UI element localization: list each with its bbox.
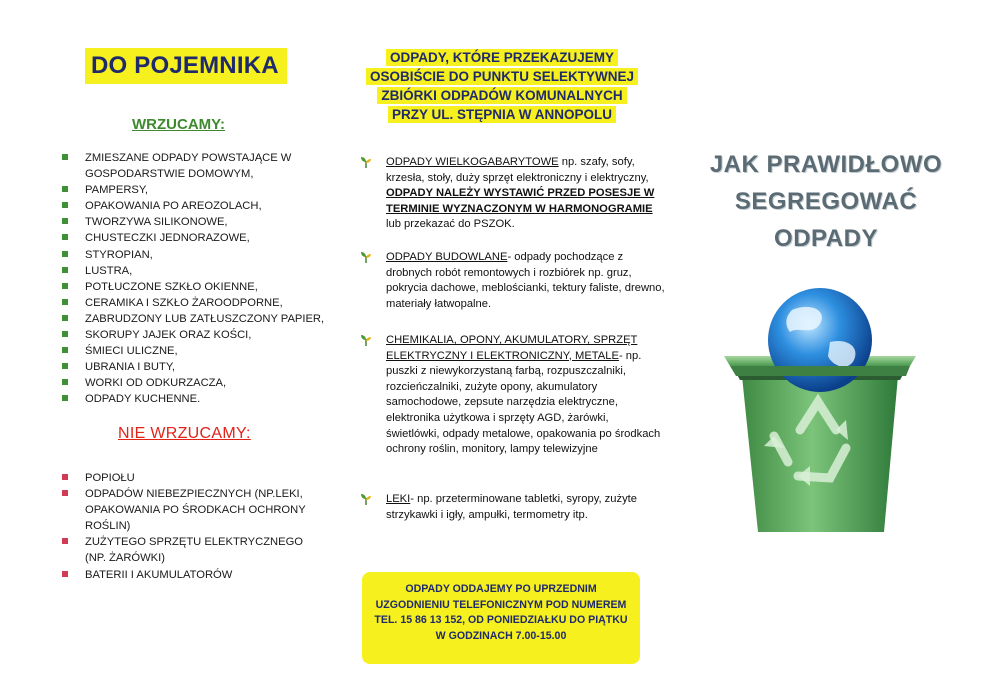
green-square-bullet-icon [62, 363, 68, 369]
construction-waste-term: ODPADY BUDOWLANE [386, 251, 508, 263]
info-line-2: UZGODNIENIU TELEFONICZNYM POD NUMEREM [375, 598, 627, 611]
do-not-throw-list [60, 470, 325, 583]
title-line-2: SEGREGOWAĆ [734, 188, 918, 215]
entry-medicines [360, 492, 665, 523]
list-item-text: ZABRUDZONY LUB ZATŁUSZCZONY PAPIER, [85, 312, 325, 325]
list-item-text: UBRANIA I BUTY, [85, 361, 175, 374]
list-item-text: ŚMIECI ULICZNE, [85, 345, 178, 358]
title-line-3: ODPADY [774, 225, 878, 252]
leaf-sprout-icon [360, 156, 372, 168]
brochure-title [660, 146, 992, 257]
left-panel [0, 0, 330, 697]
right-panel [660, 0, 992, 697]
red-square-bullet-icon [62, 538, 68, 544]
list-item-text: PAMPERSY, [85, 184, 149, 197]
list-item [60, 247, 330, 263]
list-item [60, 182, 330, 198]
list-item-text: STYROPIAN, [85, 248, 153, 261]
list-item [60, 486, 325, 534]
list-item-text: OPAKOWANIA PO AREOZOLACH, [85, 200, 262, 213]
list-item [60, 534, 325, 566]
list-item [60, 230, 330, 246]
list-item [60, 214, 330, 230]
info-line-4: W GODZINACH 7.00-15.00 [435, 629, 567, 642]
list-item [60, 327, 330, 343]
bulky-waste-text-2: lub przekazać do PSZOK. [386, 218, 515, 231]
red-square-bullet-icon [62, 571, 68, 577]
list-item [60, 391, 330, 407]
entry-hazardous-waste [360, 333, 665, 458]
list-item-text: CERAMIKA I SZKŁO ŻAROODPORNE, [85, 296, 283, 309]
list-item [60, 198, 330, 214]
leaf-sprout-icon [360, 334, 372, 346]
title-line-1: JAK PRAWIDŁOWO [709, 151, 943, 178]
medicines-term: LEKI [386, 493, 411, 505]
list-item [60, 375, 330, 391]
bulky-waste-text: np. szafy, sofy, krzesła, stoły, duży sprzęt elektroniczny i elektryczny, [386, 156, 649, 184]
phone-info-box [362, 572, 640, 664]
list-item [60, 263, 330, 279]
list-item-text: POTŁUCZONE SZKŁO OKIENNE, [85, 280, 258, 293]
list-item-text: WORKI OD ODKURZACZA, [85, 377, 227, 390]
green-square-bullet-icon [62, 315, 68, 321]
green-square-bullet-icon [62, 331, 68, 337]
list-item-text: SKORUPY JAJEK ORAZ KOŚCI, [85, 329, 252, 342]
red-square-bullet-icon [62, 490, 68, 496]
red-square-bullet-icon [62, 474, 68, 480]
leaf-sprout-icon [360, 251, 372, 263]
list-item-text: LUSTRA, [85, 264, 133, 277]
list-item [60, 470, 325, 486]
green-square-bullet-icon [62, 186, 68, 192]
list-item-text: POPIOŁU [85, 472, 135, 484]
list-item-text: CHUSTECZKI JEDNORAZOWE, [85, 232, 250, 245]
middle-panel [330, 0, 665, 697]
list-item-text: ZUŻYTEGO SPRZĘTU ELEKTRYCZNEGO (NP. ŻARÓWKI) [85, 536, 303, 565]
list-item [60, 279, 330, 295]
green-square-bullet-icon [62, 202, 68, 208]
hazardous-waste-text: - np. puszki z niewykorzystaną farbą, rozpuszczalniki, rozcieńczalniki, zużyte opony, akumulatory samochodowe, zepsute narzędzia elektryczne, elektronika użytkowa i sprzęty AGD, żarówki, świetlówki, odpady metalowe, opakowania po środkach ochrony roślin, monitory, lampy telewizyjne [386, 349, 661, 456]
construction-waste-text: - odpady pochodzące z drobnych robót remontowych i rozbiórek np. gruz, pokrycia dachowe, meblościanki, tektury faliste, drewno, materiały łatwopalne. [386, 251, 665, 310]
green-square-bullet-icon [62, 234, 68, 240]
list-item [60, 295, 330, 311]
list-item-text: TWORZYWA SILIKONOWE, [85, 216, 228, 229]
info-line-1: ODPADY ODDAJEMY PO UPRZEDNIM [405, 583, 597, 595]
green-square-bullet-icon [62, 218, 68, 224]
list-item [60, 311, 330, 327]
hazardous-waste-term: CHEMIKALIA, OPONY, AKUMULATORY, SPRZĘT ELEKTRYCZNY I ELEKTRONICZNY, METALE [386, 334, 638, 362]
green-square-bullet-icon [62, 251, 68, 257]
list-item-text: ODPADÓW NIEBEZPIECZNYCH (NP.LEKI, OPAKOWANIA PO ŚRODKACH OCHRONY ROŚLIN) [85, 488, 306, 533]
bulky-waste-emphasis: ODPADY NALEŻY WYSTAWIĆ PRZED POSESJE W TERMINIE WYZNACZONYM W HARMONOGRAMIE [386, 187, 655, 215]
list-item [60, 150, 330, 182]
list-item-text: ODPADY KUCHENNE. [85, 393, 201, 406]
green-square-bullet-icon [62, 283, 68, 289]
green-square-bullet-icon [62, 267, 68, 273]
collection-point-heading: ODPADY, KTÓRE PRZEKAZUJEMY OSOBIŚCIE DO PUNKTU SELEKTYWNEJ ZBIÓRKI ODPADÓW KOMUNALNYCH PRZY UL. STĘPNIA W ANNOPOLU [360, 48, 644, 124]
do-not-throw-heading: NIE WRZUCAMY: [118, 425, 251, 442]
list-item [60, 359, 330, 375]
green-square-bullet-icon [62, 154, 68, 160]
bulky-waste-term: ODPADY WIELKOGABARYTOWE [386, 156, 559, 168]
leaf-sprout-icon [360, 493, 372, 505]
list-item-text: ZMIESZANE ODPADY POWSTAJĄCE W GOSPODARSTWIE DOMOWYM, [85, 152, 292, 181]
list-item [60, 343, 330, 359]
info-line-3: TEL. 15 86 13 152, OD PONIEDZIAŁKU DO PIĄTKU [374, 614, 628, 627]
green-square-bullet-icon [62, 347, 68, 353]
list-item-text: BATERII I AKUMULATORÓW [85, 568, 233, 581]
entry-bulky-waste [360, 155, 665, 233]
throw-in-heading: WRZUCAMY: [132, 116, 226, 133]
green-square-bullet-icon [62, 395, 68, 401]
recycling-bin-with-globe-icon [700, 280, 940, 540]
list-item [60, 567, 325, 583]
green-square-bullet-icon [62, 379, 68, 385]
container-title: DO POJEMNIKA [85, 48, 287, 84]
green-square-bullet-icon [62, 299, 68, 305]
entry-construction-waste [360, 250, 665, 312]
medicines-text: - np. przeterminowane tabletki, syropy, zużyte strzykawki i igły, ampułki, termometry itp. [386, 493, 638, 521]
throw-in-list [60, 150, 330, 408]
